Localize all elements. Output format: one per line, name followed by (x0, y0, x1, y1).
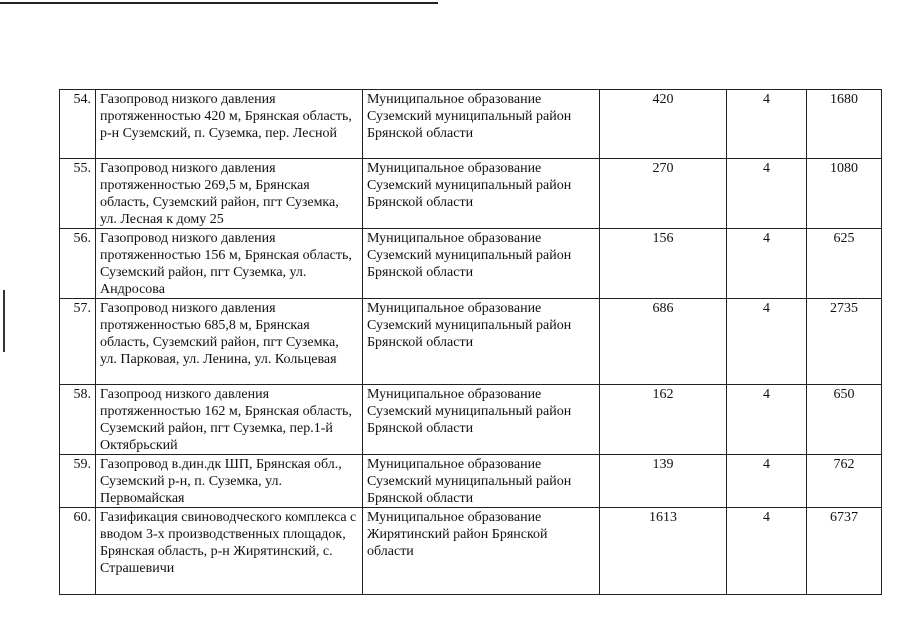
owner-org: Муниципальное образование Суземский муниципальный район Брянской области (363, 229, 600, 299)
table-row (60, 159, 882, 229)
length-value: 162 (600, 385, 727, 455)
row-number: 55. (60, 159, 96, 229)
column-5-value: 6737 (807, 508, 882, 595)
header-rule (0, 2, 438, 4)
owner-org: Муниципальное образование Суземский муниципальный район Брянской области (363, 455, 600, 508)
table-row (60, 385, 882, 455)
row-number: 60. (60, 508, 96, 595)
object-name: Газопровод низкого давления протяженностью 420 м, Брянская область, р-н Суземский, п. Суземка, пер. Лесной (96, 90, 363, 159)
owner-org: Муниципальное образование Суземский муниципальный район Брянской области (363, 299, 600, 385)
object-name: Газопровод в.дин.дк ШП, Брянская обл., Суземский р-н, п. Суземка, ул. Первомайская (96, 455, 363, 508)
length-value: 270 (600, 159, 727, 229)
scan-margin-mark (3, 290, 5, 352)
length-value: 139 (600, 455, 727, 508)
column-5-value: 2735 (807, 299, 882, 385)
length-value: 156 (600, 229, 727, 299)
object-name: Газопровод низкого давления протяженностью 156 м, Брянская область, Суземский район, пгт Суземка, ул. Андросова (96, 229, 363, 299)
length-value: 420 (600, 90, 727, 159)
object-name: Газопроод низкого давления протяженностью 162 м, Брянская область, Суземский район, пгт Суземка, пер.1-й Октябрьский (96, 385, 363, 455)
row-number: 54. (60, 90, 96, 159)
row-number: 57. (60, 299, 96, 385)
column-5-value: 762 (807, 455, 882, 508)
column-4-value: 4 (727, 385, 807, 455)
object-name: Газификация свиноводческого комплекса с вводом 3-х производственных площадок, Брянская область, р-н Жирятинский, с. Страшевичи (96, 508, 363, 595)
object-name: Газопровод низкого давления протяженностью 685,8 м, Брянская область, Суземский район, пгт Суземка, ул. Парковая, ул. Ленина, ул. Кольцевая (96, 299, 363, 385)
owner-org: Муниципальное образование Суземский муниципальный район Брянской области (363, 159, 600, 229)
column-4-value: 4 (727, 299, 807, 385)
column-5-value: 1680 (807, 90, 882, 159)
owner-org: Муниципальное образование Суземский муниципальный район Брянской области (363, 385, 600, 455)
owner-org: Муниципальное образование Суземский муниципальный район Брянской области (363, 90, 600, 159)
column-4-value: 4 (727, 229, 807, 299)
column-4-value: 4 (727, 159, 807, 229)
column-5-value: 625 (807, 229, 882, 299)
column-5-value: 1080 (807, 159, 882, 229)
row-number: 58. (60, 385, 96, 455)
object-name: Газопровод низкого давления протяженностью 269,5 м, Брянская область, Суземский район, пгт Суземка, ул. Лесная к дому 25 (96, 159, 363, 229)
table-row (60, 90, 882, 159)
assets-table (59, 89, 882, 595)
table-row (60, 508, 882, 595)
table-row (60, 229, 882, 299)
column-4-value: 4 (727, 90, 807, 159)
length-value: 1613 (600, 508, 727, 595)
owner-org: Муниципальное образование Жирятинский район Брянской области (363, 508, 600, 595)
table-row (60, 455, 882, 508)
row-number: 56. (60, 229, 96, 299)
length-value: 686 (600, 299, 727, 385)
table-row (60, 299, 882, 385)
column-4-value: 4 (727, 508, 807, 595)
row-number: 59. (60, 455, 96, 508)
column-5-value: 650 (807, 385, 882, 455)
column-4-value: 4 (727, 455, 807, 508)
